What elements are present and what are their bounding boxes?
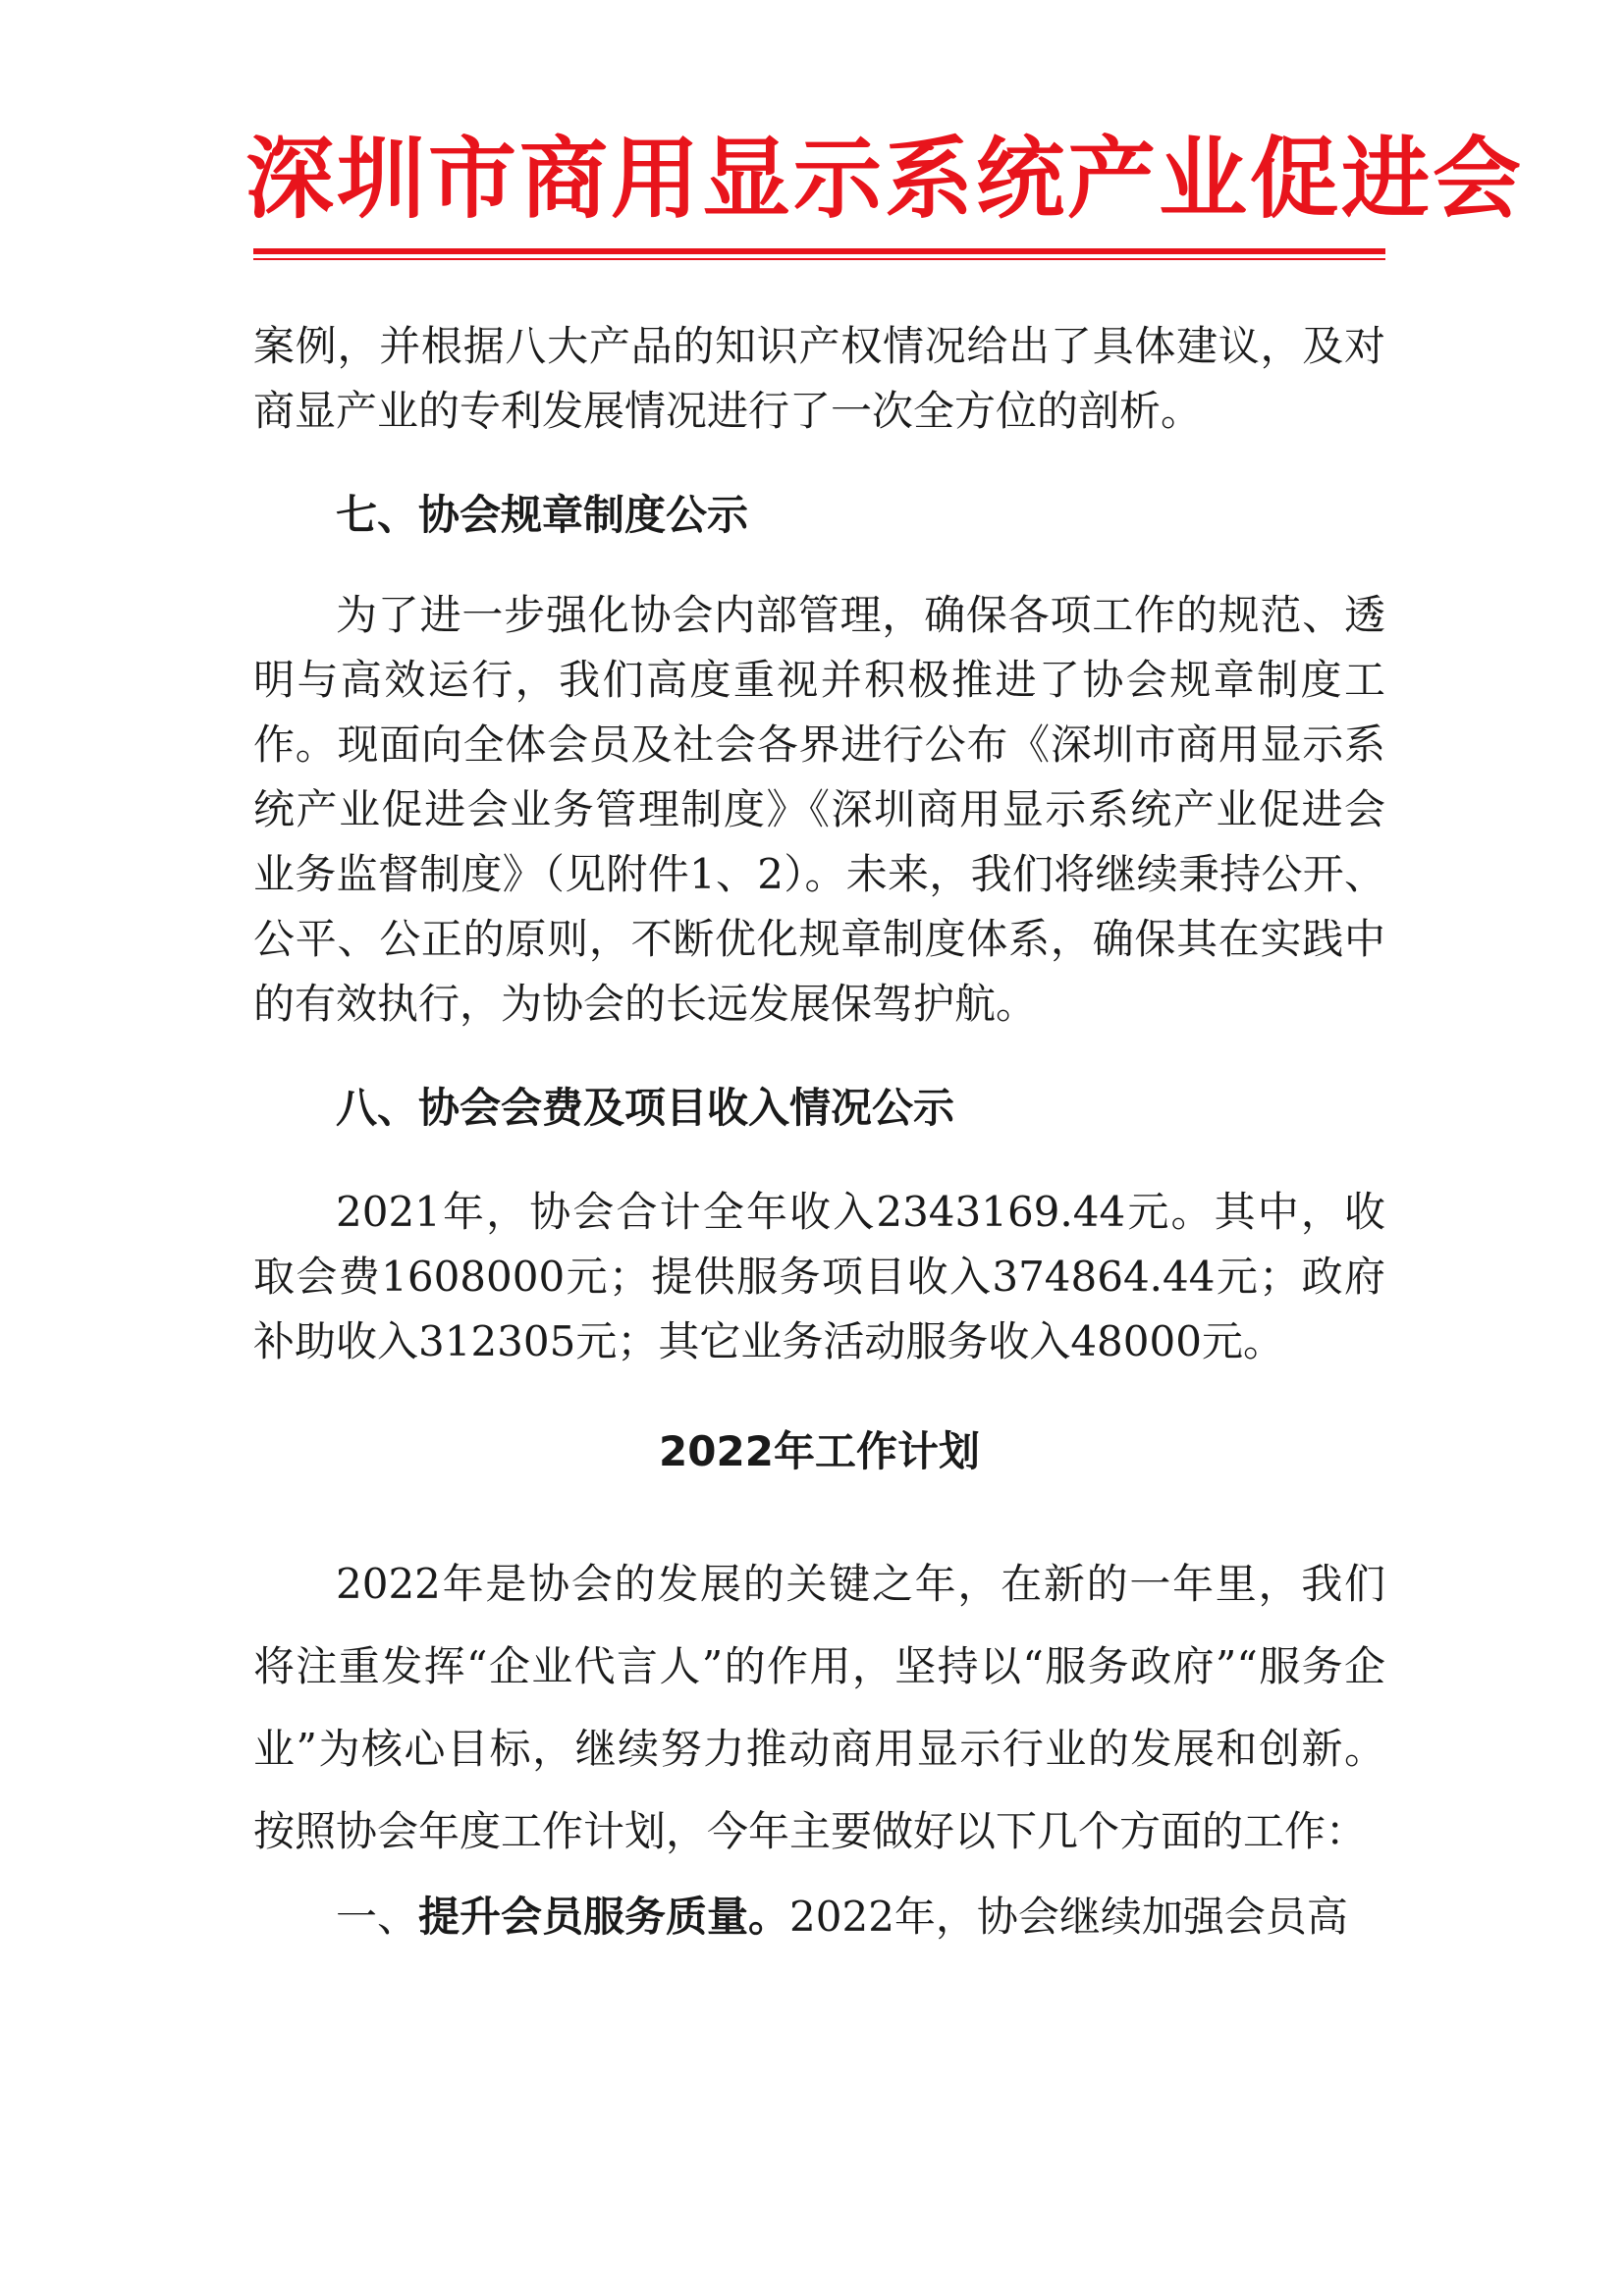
item1-lead: 一、 <box>336 1893 419 1941</box>
letterhead-rule-thick <box>253 248 1385 254</box>
section7-paragraph: 为了进一步强化协会内部管理，确保各项工作的规范、透明与高效运行，我们高度重视并积极推进了协会规章制度工作。现面向全体会员及社会各界进行公布《深圳市商用显示系统产业促进会业务管理制度》《深圳商用显示系统产业促进会业务监督制度》（见附件1、2）。未来，我们将继续秉持公开、公平、公正的原则，不断优化规章制度体系，确保其在实践中的有效执行，为协会的长远发展保驾护航。 <box>253 591 1385 1028</box>
section8-paragraph: 2021年，协会合计全年收入2343169.44元。其中，收取会费1608000元；提供服务项目收入374864.44元；政府补助收入312305元；其它业务活动服务收入48000元。 <box>253 1188 1385 1365</box>
plan-paragraph: 2022年是协会的发展的关键之年，在新的一年里，我们将注重发挥“企业代言人”的作用，坚持以“服务政府”“服务企业”为核心目标，继续努力推动商用显示行业的发展和创新。按照协会年度工作计划，今年主要做好以下几个方面的工作： <box>253 1560 1385 1855</box>
section8-heading: 八、协会会费及项目收入情况公示 <box>336 1084 955 1132</box>
item1-bold: 提升会员服务质量。 <box>418 1893 790 1941</box>
intro-paragraph: 案例，并根据八大产品的知识产权情况给出了具体建议，及对商显产业的专利发展情况进行了一次全方位的剖析。 <box>253 322 1385 435</box>
letterhead-rule-thin <box>253 258 1385 260</box>
item1-text: 2022年，协会继续加强会员高 <box>789 1893 1348 1941</box>
plan-title: 2022年工作计划 <box>659 1427 980 1475</box>
letterhead-title: 深圳市商用显示系统产业促进会 <box>245 128 1524 231</box>
plan-item-1 <box>253 1885 1385 1949</box>
document-body <box>253 314 1385 1949</box>
section7-heading: 七、协会规章制度公示 <box>336 491 749 539</box>
